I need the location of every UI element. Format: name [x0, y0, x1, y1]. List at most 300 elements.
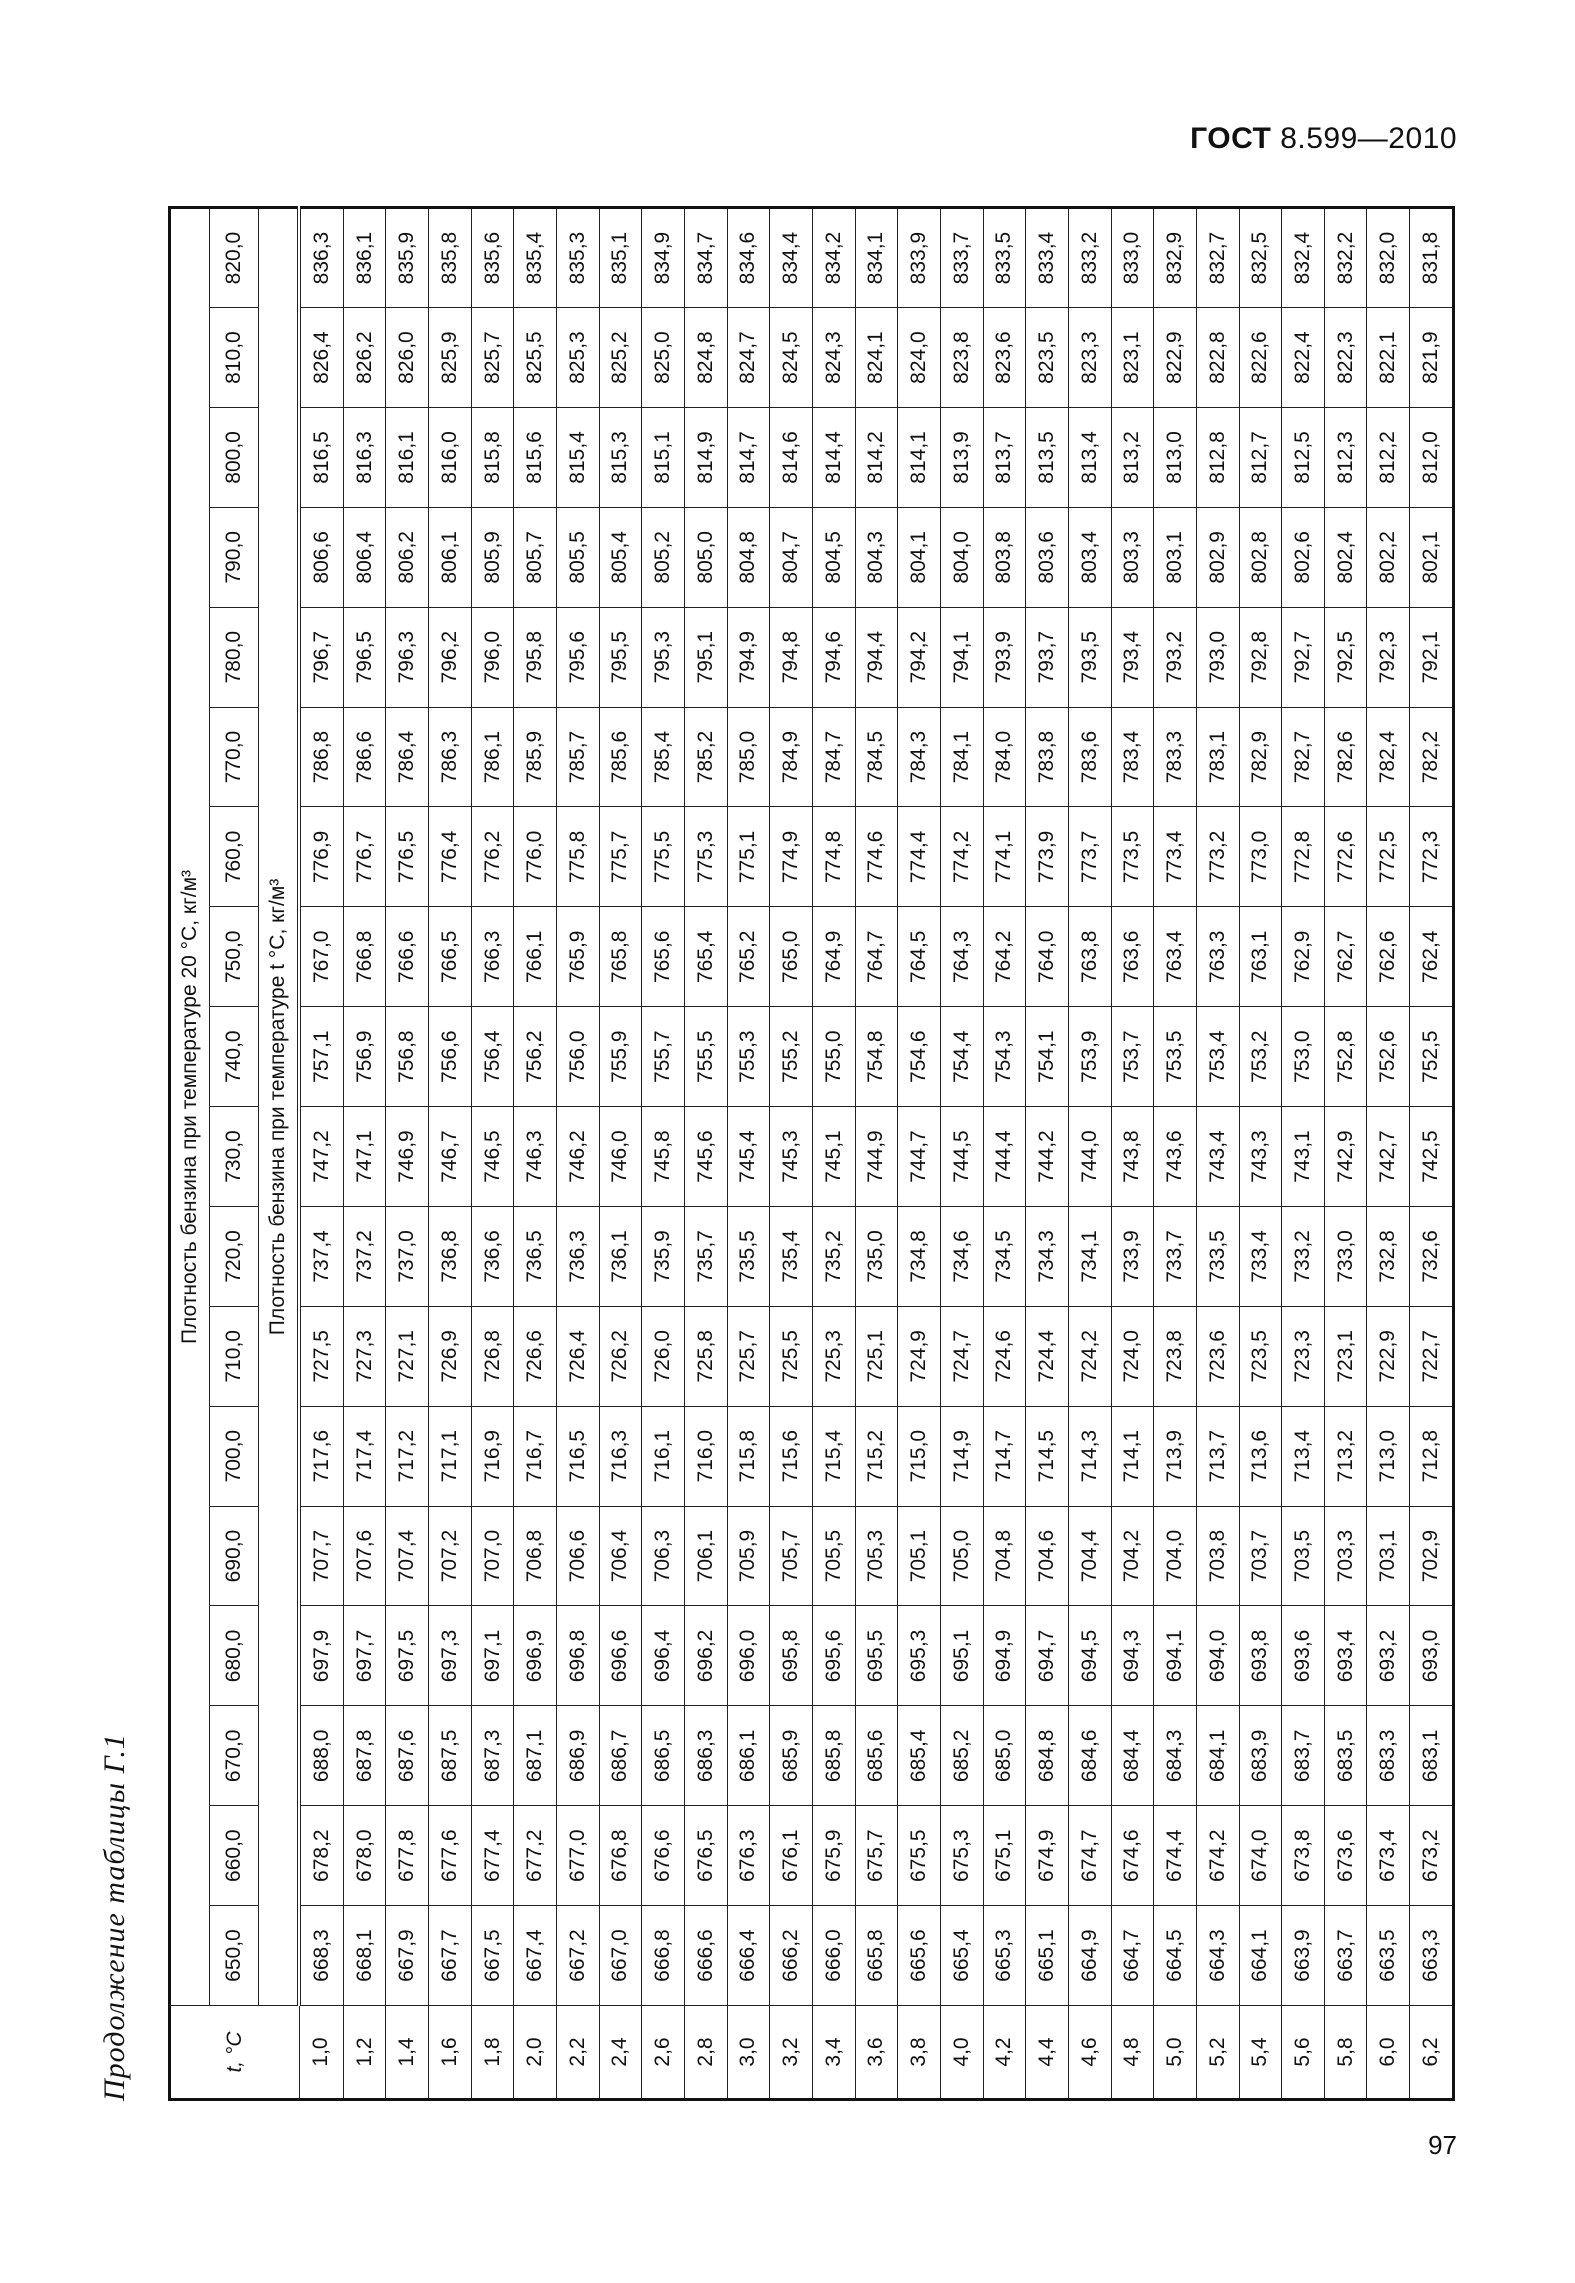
density-cell: 794,9 [727, 607, 770, 707]
density-cell: 715,6 [770, 1406, 813, 1506]
density-cell: 782,9 [1239, 707, 1282, 807]
density-cell: 766,5 [429, 907, 472, 1007]
density-cell: 795,1 [684, 607, 727, 707]
density-cell: 802,1 [1410, 507, 1454, 607]
density-cell: 795,6 [557, 607, 600, 707]
density-cell: 812,8 [1196, 408, 1239, 508]
density-cell: 823,8 [940, 308, 983, 408]
t-cell: 4,0 [940, 2006, 983, 2100]
density-cell: 755,9 [599, 1007, 642, 1107]
column-header: 710,0 [210, 1306, 259, 1406]
density-cell: 835,4 [514, 208, 557, 308]
density-cell: 795,3 [642, 607, 685, 707]
table-row [1196, 208, 1239, 2100]
density-cell: 687,1 [514, 1706, 557, 1806]
density-cell: 693,6 [1282, 1606, 1325, 1706]
density-cell: 802,4 [1324, 507, 1367, 607]
column-header: 820,0 [210, 208, 259, 308]
density-cell: 684,3 [1154, 1706, 1197, 1806]
density-cell: 697,1 [471, 1606, 514, 1706]
density-cell: 733,2 [1282, 1207, 1325, 1307]
density-cell: 834,2 [812, 208, 855, 308]
density-cell: 756,2 [514, 1007, 557, 1107]
table-row [343, 208, 386, 2100]
density-cell: 825,9 [429, 308, 472, 408]
density-cell: 714,1 [1111, 1406, 1154, 1506]
density-cell: 833,9 [898, 208, 941, 308]
density-cell: 726,9 [429, 1306, 472, 1406]
density-cell: 812,5 [1282, 408, 1325, 508]
density-cell: 733,7 [1154, 1207, 1197, 1307]
density-cell: 695,8 [770, 1606, 813, 1706]
density-cell: 755,2 [770, 1007, 813, 1107]
density-cell: 834,9 [642, 208, 685, 308]
density-cell: 677,6 [429, 1806, 472, 1906]
density-cell: 753,5 [1154, 1007, 1197, 1107]
density-cell: 815,4 [557, 408, 600, 508]
t-cell: 5,6 [1282, 2006, 1325, 2100]
density-cell: 732,6 [1410, 1207, 1454, 1307]
density-cell: 796,2 [429, 607, 472, 707]
density-cell: 765,8 [599, 907, 642, 1007]
density-cell: 735,9 [642, 1207, 685, 1307]
t-cell: 5,4 [1239, 2006, 1282, 2100]
density-cell: 675,7 [855, 1806, 898, 1906]
density-cell: 706,3 [642, 1506, 685, 1606]
density-cell: 677,8 [386, 1806, 429, 1906]
table-row [898, 208, 941, 2100]
density-cell: 835,3 [557, 208, 600, 308]
density-cell: 783,1 [1196, 707, 1239, 807]
t-cell: 3,6 [855, 2006, 898, 2100]
density-cell: 774,1 [983, 807, 1026, 907]
density-cell: 796,7 [299, 607, 343, 707]
density-cell: 693,2 [1367, 1606, 1410, 1706]
table-row [642, 208, 685, 2100]
density-cell: 668,1 [343, 1906, 386, 2006]
density-cell: 765,9 [557, 907, 600, 1007]
table-row [1068, 208, 1111, 2100]
density-cell: 726,8 [471, 1306, 514, 1406]
density-cell: 665,1 [1026, 1906, 1069, 2006]
density-cell: 826,0 [386, 308, 429, 408]
density-cell: 706,4 [599, 1506, 642, 1606]
density-cell: 743,3 [1239, 1107, 1282, 1207]
column-header: 660,0 [210, 1806, 259, 1906]
density-cell: 733,9 [1111, 1207, 1154, 1307]
density-cell: 833,4 [1026, 208, 1069, 308]
density-cell: 664,3 [1196, 1906, 1239, 2006]
density-cell: 674,2 [1196, 1806, 1239, 1906]
density-cell: 813,5 [1026, 408, 1069, 508]
density-cell: 687,8 [343, 1706, 386, 1806]
density-cell: 805,7 [514, 507, 557, 607]
density-cell: 713,2 [1324, 1406, 1367, 1506]
density-cell: 705,9 [727, 1506, 770, 1606]
density-cell: 763,3 [1196, 907, 1239, 1007]
column-header: 810,0 [210, 308, 259, 408]
standard-header [1190, 122, 1457, 156]
table-row [770, 208, 813, 2100]
density-cell: 684,4 [1111, 1706, 1154, 1806]
table-row [1154, 208, 1197, 2100]
density-cell: 715,4 [812, 1406, 855, 1506]
density-cell: 825,7 [471, 308, 514, 408]
density-cell: 782,4 [1367, 707, 1410, 807]
density-cell: 727,3 [343, 1306, 386, 1406]
density-cell: 805,2 [642, 507, 685, 607]
rotated-table-block [98, 206, 1455, 2101]
density-cell: 774,9 [770, 807, 813, 907]
density-cell: 695,6 [812, 1606, 855, 1706]
density-cell: 685,9 [770, 1706, 813, 1806]
density-cell: 727,1 [386, 1306, 429, 1406]
density-cell: 786,4 [386, 707, 429, 807]
t-header-label: t, °С [222, 2031, 246, 2073]
density-cell: 704,0 [1154, 1506, 1197, 1606]
density-cell: 796,5 [343, 607, 386, 707]
density-cell: 667,4 [514, 1906, 557, 2006]
density-cell: 742,7 [1367, 1107, 1410, 1207]
density-cell: 676,6 [642, 1806, 685, 1906]
density-cell: 786,8 [299, 707, 343, 807]
density-cell: 744,2 [1026, 1107, 1069, 1207]
density-cell: 722,7 [1410, 1306, 1454, 1406]
density-cell: 667,2 [557, 1906, 600, 2006]
density-cell: 792,7 [1282, 607, 1325, 707]
density-cell: 756,4 [471, 1007, 514, 1107]
density-cell: 753,4 [1196, 1007, 1239, 1107]
density-cell: 694,9 [983, 1606, 1026, 1706]
density-cell: 743,1 [1282, 1107, 1325, 1207]
density-cell: 812,2 [1367, 408, 1410, 508]
t-column-header [170, 2006, 300, 2100]
density-cell: 766,8 [343, 907, 386, 1007]
density-cell: 835,1 [599, 208, 642, 308]
density-cell: 816,1 [386, 408, 429, 508]
density-cell: 802,9 [1196, 507, 1239, 607]
density-cell: 774,2 [940, 807, 983, 907]
density-cell: 716,3 [599, 1406, 642, 1506]
t-cell: 1,4 [386, 2006, 429, 2100]
density-cell: 686,5 [642, 1706, 685, 1806]
density-cell: 663,5 [1367, 1906, 1410, 2006]
density-cell: 746,0 [599, 1107, 642, 1207]
density-cell: 706,6 [557, 1506, 600, 1606]
density-cell: 773,4 [1154, 807, 1197, 907]
column-header: 740,0 [210, 1007, 259, 1107]
density-cell: 754,8 [855, 1007, 898, 1107]
density-cell: 736,1 [599, 1207, 642, 1307]
density-cell: 793,9 [983, 607, 1026, 707]
density-cell: 705,1 [898, 1506, 941, 1606]
density-cell: 756,9 [343, 1007, 386, 1107]
density-cell: 776,4 [429, 807, 472, 907]
density-cell: 724,7 [940, 1306, 983, 1406]
density-cell: 785,4 [642, 707, 685, 807]
column-header: 690,0 [210, 1506, 259, 1606]
t-cell: 2,4 [599, 2006, 642, 2100]
t-cell: 3,8 [898, 2006, 941, 2100]
density-cell: 696,9 [514, 1606, 557, 1706]
density-cell: 683,5 [1324, 1706, 1367, 1806]
density-cell: 685,4 [898, 1706, 941, 1806]
density-cell: 707,4 [386, 1506, 429, 1606]
density-cell: 803,1 [1154, 507, 1197, 607]
density-cell: 763,4 [1154, 907, 1197, 1007]
density-cell: 793,7 [1026, 607, 1069, 707]
density-cell: 812,3 [1324, 408, 1367, 508]
table-row [983, 208, 1026, 2100]
density-cell: 766,1 [514, 907, 557, 1007]
density-cell: 785,6 [599, 707, 642, 807]
density-cell: 744,0 [1068, 1107, 1111, 1207]
density-cell: 723,8 [1154, 1306, 1197, 1406]
density-cell: 667,5 [471, 1906, 514, 2006]
density-cell: 704,6 [1026, 1506, 1069, 1606]
density-cell: 695,5 [855, 1606, 898, 1706]
density-cell: 823,3 [1068, 308, 1111, 408]
density-table [168, 206, 1455, 2101]
density-cell: 725,3 [812, 1306, 855, 1406]
density-cell: 694,1 [1154, 1606, 1197, 1706]
density-cell: 723,1 [1324, 1306, 1367, 1406]
density-cell: 666,8 [642, 1906, 685, 2006]
density-cell: 725,1 [855, 1306, 898, 1406]
density-cell: 683,1 [1410, 1706, 1454, 1806]
density-cell: 834,1 [855, 208, 898, 308]
column-header: 760,0 [210, 807, 259, 907]
density-cell: 675,5 [898, 1806, 941, 1906]
density-cell: 824,1 [855, 308, 898, 408]
density-cell: 784,1 [940, 707, 983, 807]
density-cell: 716,1 [642, 1406, 685, 1506]
density-cell: 803,6 [1026, 507, 1069, 607]
density-cell: 713,6 [1239, 1406, 1282, 1506]
t-cell: 2,8 [684, 2006, 727, 2100]
density-cell: 805,0 [684, 507, 727, 607]
density-cell: 756,6 [429, 1007, 472, 1107]
density-cell: 716,7 [514, 1406, 557, 1506]
density-cell: 793,2 [1154, 607, 1197, 707]
density-cell: 785,7 [557, 707, 600, 807]
density-cell: 822,9 [1154, 308, 1197, 408]
density-cell: 764,5 [898, 907, 941, 1007]
density-cell: 762,9 [1282, 907, 1325, 1007]
density-cell: 666,0 [812, 1906, 855, 2006]
density-cell: 795,8 [514, 607, 557, 707]
density-cell: 793,5 [1068, 607, 1111, 707]
density-cell: 794,1 [940, 607, 983, 707]
density-cell: 805,9 [471, 507, 514, 607]
density-cell: 824,0 [898, 308, 941, 408]
density-cell: 715,2 [855, 1406, 898, 1506]
column-header: 800,0 [210, 408, 259, 508]
density-cell: 803,8 [983, 507, 1026, 607]
table-row [940, 208, 983, 2100]
density-cell: 717,2 [386, 1406, 429, 1506]
density-cell: 746,2 [557, 1107, 600, 1207]
density-cell: 734,1 [1068, 1207, 1111, 1307]
density-cell: 785,2 [684, 707, 727, 807]
density-cell: 804,1 [898, 507, 941, 607]
density-cell: 776,5 [386, 807, 429, 907]
density-cell: 724,2 [1068, 1306, 1111, 1406]
density-cell: 696,2 [684, 1606, 727, 1706]
density-cell: 802,6 [1282, 507, 1325, 607]
density-cell: 675,3 [940, 1806, 983, 1906]
density-cell: 772,3 [1410, 807, 1454, 907]
density-cell: 764,9 [812, 907, 855, 1007]
density-cell: 684,8 [1026, 1706, 1069, 1806]
group-header: Плотность бензина при температуре 20 °С, кг/м³ [170, 208, 210, 2006]
density-cell: 766,3 [471, 907, 514, 1007]
density-cell: 678,0 [343, 1806, 386, 1906]
density-cell: 765,4 [684, 907, 727, 1007]
density-cell: 783,4 [1111, 707, 1154, 807]
density-cell: 736,5 [514, 1207, 557, 1307]
column-header: 680,0 [210, 1606, 259, 1706]
density-cell: 743,8 [1111, 1107, 1154, 1207]
density-cell: 803,4 [1068, 507, 1111, 607]
density-cell: 763,6 [1111, 907, 1154, 1007]
density-cell: 763,8 [1068, 907, 1111, 1007]
density-cell: 704,4 [1068, 1506, 1111, 1606]
density-cell: 804,5 [812, 507, 855, 607]
density-cell: 806,4 [343, 507, 386, 607]
density-cell: 675,1 [983, 1806, 1026, 1906]
density-cell: 812,7 [1239, 408, 1282, 508]
density-cell: 734,6 [940, 1207, 983, 1307]
density-cell: 685,6 [855, 1706, 898, 1806]
density-cell: 733,0 [1324, 1207, 1367, 1307]
density-cell: 736,6 [471, 1207, 514, 1307]
density-cell: 696,8 [557, 1606, 600, 1706]
density-cell: 814,4 [812, 408, 855, 508]
density-cell: 773,2 [1196, 807, 1239, 907]
density-cell: 775,1 [727, 807, 770, 907]
density-cell: 785,0 [727, 707, 770, 807]
density-cell: 784,5 [855, 707, 898, 807]
density-cell: 724,9 [898, 1306, 941, 1406]
t-cell: 1,8 [471, 2006, 514, 2100]
density-cell: 745,3 [770, 1107, 813, 1207]
density-cell: 677,4 [471, 1806, 514, 1906]
density-cell: 723,3 [1282, 1306, 1325, 1406]
density-cell: 776,0 [514, 807, 557, 907]
density-cell: 726,2 [599, 1306, 642, 1406]
density-cell: 686,3 [684, 1706, 727, 1806]
density-cell: 665,4 [940, 1906, 983, 2006]
density-cell: 714,3 [1068, 1406, 1111, 1506]
density-cell: 706,8 [514, 1506, 557, 1606]
density-cell: 815,8 [471, 408, 514, 508]
density-cell: 794,4 [855, 607, 898, 707]
density-cell: 673,8 [1282, 1806, 1325, 1906]
density-cell: 795,5 [599, 607, 642, 707]
density-cell: 772,5 [1367, 807, 1410, 907]
density-cell: 746,3 [514, 1107, 557, 1207]
density-cell: 823,1 [1111, 308, 1154, 408]
density-cell: 675,9 [812, 1806, 855, 1906]
density-cell: 834,6 [727, 208, 770, 308]
density-cell: 734,3 [1026, 1207, 1069, 1307]
density-cell: 712,8 [1410, 1406, 1454, 1506]
density-cell: 753,0 [1282, 1007, 1325, 1107]
density-cell: 774,8 [812, 807, 855, 907]
density-cell: 685,0 [983, 1706, 1026, 1806]
density-cell: 822,4 [1282, 308, 1325, 408]
density-cell: 686,1 [727, 1706, 770, 1806]
density-cell: 674,0 [1239, 1806, 1282, 1906]
density-cell: 764,3 [940, 907, 983, 1007]
density-cell: 816,0 [429, 408, 472, 508]
density-cell: 794,8 [770, 607, 813, 707]
density-cell: 693,8 [1239, 1606, 1282, 1706]
t-cell: 1,6 [429, 2006, 472, 2100]
density-cell: 762,7 [1324, 907, 1367, 1007]
density-cell: 668,3 [299, 1906, 343, 2006]
density-cell: 663,7 [1324, 1906, 1367, 2006]
density-cell: 723,6 [1196, 1306, 1239, 1406]
density-cell: 832,7 [1196, 208, 1239, 308]
density-cell: 813,4 [1068, 408, 1111, 508]
density-cell: 824,8 [684, 308, 727, 408]
density-cell: 705,7 [770, 1506, 813, 1606]
t-cell: 4,8 [1111, 2006, 1154, 2100]
density-cell: 806,1 [429, 507, 472, 607]
density-cell: 825,3 [557, 308, 600, 408]
density-cell: 735,7 [684, 1207, 727, 1307]
density-cell: 786,1 [471, 707, 514, 807]
density-cell: 746,7 [429, 1107, 472, 1207]
density-cell: 816,5 [299, 408, 343, 508]
table-row [386, 208, 429, 2100]
density-cell: 836,3 [299, 208, 343, 308]
density-cell: 814,6 [770, 408, 813, 508]
density-cell: 703,7 [1239, 1506, 1282, 1606]
table-row [1410, 208, 1454, 2100]
density-cell: 804,7 [770, 507, 813, 607]
density-cell: 805,4 [599, 507, 642, 607]
density-cell: 814,1 [898, 408, 941, 508]
density-cell: 745,8 [642, 1107, 685, 1207]
density-cell: 665,8 [855, 1906, 898, 2006]
density-cell: 737,2 [343, 1207, 386, 1307]
density-cell: 796,0 [471, 607, 514, 707]
density-cell: 815,1 [642, 408, 685, 508]
density-cell: 825,2 [599, 308, 642, 408]
density-cell: 784,0 [983, 707, 1026, 807]
density-cell: 826,2 [343, 308, 386, 408]
density-cell: 707,7 [299, 1506, 343, 1606]
density-cell: 714,5 [1026, 1406, 1069, 1506]
density-cell: 757,1 [299, 1007, 343, 1107]
density-cell: 686,9 [557, 1706, 600, 1806]
density-cell: 726,6 [514, 1306, 557, 1406]
density-cell: 833,0 [1111, 208, 1154, 308]
density-cell: 814,2 [855, 408, 898, 508]
density-cell: 746,9 [386, 1107, 429, 1207]
density-cell: 707,2 [429, 1506, 472, 1606]
density-cell: 715,0 [898, 1406, 941, 1506]
density-cell: 792,1 [1410, 607, 1454, 707]
density-cell: 676,3 [727, 1806, 770, 1906]
standard-number: 8.599—2010 [1280, 122, 1457, 155]
standard-code: ГОСТ [1190, 122, 1272, 155]
density-cell: 736,8 [429, 1207, 472, 1307]
density-cell: 702,9 [1410, 1506, 1454, 1606]
